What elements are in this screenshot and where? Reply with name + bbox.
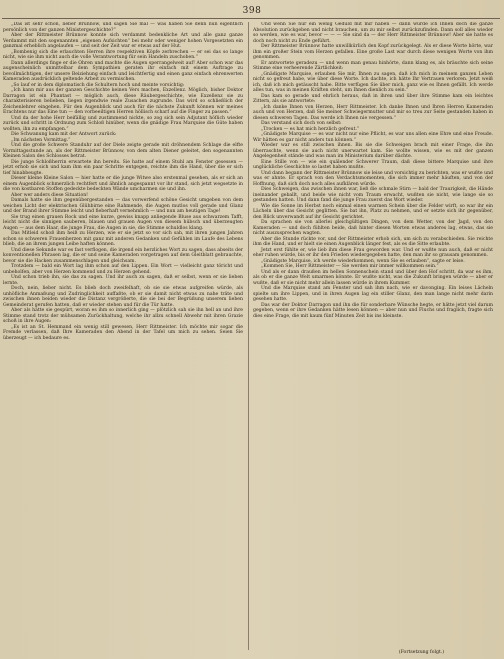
- paragraph: Und als er dann draußen im hellen Sonnenschein stand und über den Hof schritt, da war es ihm, als ob er die ganze Welt umarmen könnte. Er wußte nicht, was die Zukunft bringen würde — aber er wußte, daß er sie nicht mehr allein lassen würde in ihrem Kummer.: [253, 269, 493, 286]
- paragraph: Aber die Stunde rückte vor, und der Rittmeister erhob sich, um sich zu verabschieden. Sie reichte ihm die Hand, und er hielt sie einen Augenblick länger fest, als es die Sitte erlaubte.: [253, 236, 493, 247]
- paragraph: Aber als hätte sie gespürt, woran es ihm so innerlich ging — plötzlich sah sie ihn hell an und ihre Stimme stand trotz der mühsamen Zurückhaltung, welche ihr allzu schnell Abwehr mit ihren Grazie schoß in ihre Augen:: [3, 308, 243, 324]
- paragraph: Das verstand sich doch von selbst:: [261, 121, 342, 126]
- text-column-right: [253, 22, 493, 654]
- text-column-left: [3, 22, 243, 654]
- paragraph: „Das ist sehr schön, lieber Brünnow, und sagen Sie mal — was haben Sie denn nun eigentlich persönlich von der ganzen Ministergeschichte?“: [3, 22, 243, 33]
- paragraph: Da sprachen sie von allerlei gleichgültigen Dingen, von dem Wetter, von der Jagd, von den Kameraden — und doch fühlten beide, daß hinter diesen Worten etwas anderes lag, etwas, das sie nicht auszusprechen wagten.: [253, 220, 493, 236]
- paragraph: Dieser kleine Kleine Salon — hier hatte er die junge Witwe also erstenmal gesehen, als er sich an einem Augenblick schmerzlich rechtfert und ähnlich angespannt vor ihr stand, sich jetzt wegsetzte in die von kostbaren Stoffen gedeckte bedeckten Wände umcharmen sie und ihn.: [3, 176, 243, 192]
- paragraph: „Gnädigste Marquise — es war nicht nur eine Pflicht, es war uns allen eine Ehre und eine Freude. Wir hätten es gar nicht anders tun können.“: [253, 132, 493, 143]
- page-number: 398: [242, 6, 262, 16]
- paragraph: Damals hatte sie ihm gegenübergestanden — das vorwerfend schöne Gesicht umgeben von dem weichen Licht der elektrischen Glühbirne eine Rahmende, die Augen mutlos voll gerade und Glanz und der Brand ihrer Stimme leicht und fieberhaft vernehmlich — und nun am heutigen Tage!: [3, 198, 243, 214]
- paragraph: Und da der hohe Herr beifällig und zustimmend nickte, so zog sich sein Adjutant höflich wieder zurück und schritt in Ordnung zum Schloß hinüber, wenn die gnädige Frau Marquise die Güte haben wollten, ihn zu empfangen.“: [3, 115, 243, 132]
- paragraph: Eine Stille von — wie ein quälender Schwerer Traum, daß diese bittere Marquise und ihre unglückliche Geschichte so lastet haben mußte.: [253, 159, 493, 170]
- paragraph: „Gnädigste Marquise, erlauben Sie mir, Ihnen zu sagen, daß ich mich in meinem ganzen Leben nicht so gefreut habe, wie über diese Worte. Ich dachte, ich hätte Ihr Vertrauen verloren. Jetzt weiß ich, daß ich mich getäuscht habe. Bitte verfügen Sie über mich, ganz wie es Ihnen gefällt. Ich werde alles tun, was in meinen Kräften steht, um Ihnen dienlich zu sein.“: [253, 71, 493, 93]
- paragraph: Und wenn Sie nur ein wenig Geduld mit mir haben — dann würde ich Ihnen doch die ganze Absolution zurückgeben und nicht brauchen, um zu mir selbst zurückzufinden. Dann soll alles wieder so werden, wie es war, bevor — — — Sie sind da — der Herr Rittmeister Brünnow! Aber sie hatte es doch noch nicht zu Ende geführt.: [253, 22, 493, 44]
- paragraph: „Es ist an St. Hemmand ein wenig still gewesen, Herr Rittmeister. Ich möchte mir sogar die Fremde verlassen, daß Ihre Kameraden den Abend in der Tafel um mich zu sehen. Seien Sie überzeugt — ich bedaure es.: [3, 324, 243, 341]
- paragraph: „Gnädigste Marquise, ich werde wiederkommen, wenn Sie es erlauben“, sagte er leise.: [261, 258, 465, 264]
- paragraph: Wie die Sonne im Herbst noch einmal einen warmen Schein über die Felder wirft, so war ihr ein Lächeln über das Gesicht geglitten. Sie bat ihn, Platz zu nehmen, und er setzte sich ihr gegenüber, den Blick unverwandt auf ihr Gesicht gerichtet.: [253, 203, 493, 220]
- paragraph: „Bombenig sich die erlauchten Herren ihre respektiven Köpfe zerbrechen — er sei das so lange nicht, wie sie ihm nicht auch die volle Verantwortung für sein Handeln zuschoben.“: [3, 49, 243, 60]
- paragraph: Und schon trieb ihn, sie das zu sagen. Und ihr auch zu sagen, daß er selbst, wenn er sie lieben lernte.: [3, 275, 243, 286]
- paragraph: Und dann begann der Rittmeister Brünnow sie leise und vorsichtig zu berichten, was er wußte und was er ahnte. Er sprach von den Verdachtsmomenten, die sich immer mehr häuften, und von der Hoffnung, daß sich doch noch alles aufklären würde.: [253, 170, 493, 187]
- paragraph: Und diese Sekunde war es fast verflogen, die irgend ein herzliches Wort zu sagen, dass abseits der konventionellen Phrasen lag, die er und seine Kameraden vorgetragen auf dem Gleitblatt gebrauchte, bevor sie die Hacken zusammenschlagen und gleichsam.: [3, 247, 243, 264]
- paragraph: „Trocken — es hat mich herzlich gefreut.“: [261, 126, 360, 132]
- paragraph: Und die große Schwere Standuhr auf der Diele zeigte gerade mit dröhnendem Schlage die elfte Vormittagsstunde an, als der Rittmeister Brünnow, von dem alten Diener geleitet, den sogenannten Kleinen Salon des Schlosses betrat.: [3, 143, 243, 159]
- paragraph: Wieder war es still zwischen ihnen. Bis sie die Schweigen brach mit einer Frage, die ihn überraschte, wenn sie auch nicht unerwartet kam. Sie wollte wissen, wie es mit der ganzen Angelegenheit stände und was man im Ministerium darüber dächte.: [253, 143, 493, 159]
- paragraph: Er antwortete geradezu — und wenn man genau hinhörte, dann klang es, als bräuchte sich seine Stimme eine verheerende Zärtlichkeit:: [253, 60, 493, 71]
- paragraph: Der Rittmeister Brünnow hatte unwillkürlich den Kopf zurückgelegt. Als er diese Worte hörte, war ihm ein großer Stein vom Herzen gefallen. Eine große Last war durch diese wenigen Worte von ihm genommen.: [253, 44, 493, 60]
- paragraph: „Im nächsten Vormittag.“: [11, 137, 71, 143]
- paragraph: Die junge Schloßherrin erwartete ihn bereits. Sie hatte auf einem Stuhl am Fenster gesessen — jetzt erhob sie sich und kam ihm ein paar Schritte entgegen, reichte ihm die Hand, über die er sich tief hinabbeugte.: [3, 159, 243, 176]
- paragraph: Doch, nein, lieber nicht. Es blieb doch zweifelhaft, ob sie sie etwas aufgreifen würde, als unhöfliche Anmaßung und Zudringlichkeit auffaßte, ob er sie damit nicht etwas zu nahe träte und zwischen ihnen beiden wieder die Distanz vergrößerte, die sie bei der Begrüßung unserem lieben Gemeinderat gerufen hatten, daß er wieder stehen und für die Tür hatte.: [3, 286, 243, 308]
- paragraph: Sie trug einen grauen Rock und eine kurze, gewiss knapp anliegende Bluse aus schwarzem Tafft, leicht nicht die sinnigen sauberen, blauen und grauen Augen von diesem hübsch und überzeugten Augen — aus dem Haar, die junge Frau, die Augen in sie, die Stimme schuldlos klang.: [3, 214, 243, 231]
- paragraph: Das Mitleid schoß ihm heiß zu Herzen, wie er sie jetzt so vor sich sah, mit ihren jungen Jahren schon so schweren Frauenherzen mit ganz mit anderen Gedanken und Gefühlen im Laufe des Lebens blieb, die an ihrem jungen Leibe haften können.: [3, 231, 243, 247]
- paragraph: „So lauf er in dem diplomatisch die Schultern hoch und meinte vorsichtig:: [11, 82, 185, 88]
- column-divider: [248, 22, 249, 650]
- paragraph: Dies Schweigen, das zwischen ihnen war, ließ die schmale Stirn — bald der Traurigkeit, die Hände ineinander geballt, und beide wie nicht vom Traum erwacht, wußten sie nicht, wie lange sie so gestanden hatten. Und dann fand die junge Frau zuerst das Wort wieder.: [253, 187, 493, 203]
- header-rule: [2, 18, 500, 19]
- paragraph: Das war der Doktor Darragon und ihn die für sonderbare Wünsche hegte, er hätte jetzt viel darum gegeben, wenn er ihre Gedanken hätte lesen können — aber nun und Fluchs und fraglich, fragte sich dies eine Frage, die mit kaum fünf Minuten Zeit bis ins kleinste.: [253, 302, 493, 319]
- continuation-note: (Fortsetzung folgt.): [398, 649, 444, 655]
- paragraph: Aber wer anders diese Situation!: [11, 192, 89, 198]
- paragraph: „Ich kann mir aus der ganzen Geschichte keinen Vers machen, Exzellenz. Möglich, bisher Doktor Darragon ist ein Phantast — möglich auch, diese Räubergeschichte, wie Exzellenz sie zu charakterisieren belieben, liegen irgendwie reale Zusachen zugrunde. Das wird so schließlich der Zeichenlehrer eingehen. Für den Augenblick und auch für die nächste Zukunft können wir meines Erachtens nur das Eine tun — den vorbeeiltigen Herren höllisch scharf auf die Finger zu passen.“: [3, 88, 243, 115]
- paragraph: Das kam so gerade und ehrlich heraus, daß in ihren und über ihre Stimme kam ein leichtes Zittern, als sie antwortete:: [253, 93, 493, 104]
- paragraph: Aber der Rittmeister Brünnow konnte sich verdammt bedenkliche Art und alle ganz ganze Verdammt mit den sogenannten „eigenen Aufsichten“ bei mehr oder weniger hohen Vorgesetzten ein ganzmal erheblich angelaufen — und seit der Zeit war er etwas auf der Hut.: [3, 33, 243, 49]
- paragraph: Die Schwanung kam mit der Antwort zurück:: [11, 132, 117, 137]
- paragraph: Trotzdem — bald ein Wort lag ihm schon auf den Lippen. Ein Wort — vielleicht ganz töricht und unbeholfen, aber von Herzen kommend und zu Herzen gehend.: [3, 264, 243, 275]
- paragraph: Und die Marquise stand am Fenster und sah ihm nach, wie er davonging. Ein leises Lächeln spielte um ihre Lippen, und in ihren Augen lag ein stiller Glanz, den man lange nicht mehr darin gesehen hatte.: [253, 286, 493, 302]
- paragraph: „Ich danke Ihnen von Herzen, Herr Rittmeister. Ich danke Ihnen und Ihren Herren Kameraden auch und von Herzen, daß Sie meiner Schwiegermutter und mir so treu zur Seite gestanden haben in diesen schweren Tagen. Das werde ich Ihnen nie vergessen.“: [253, 104, 493, 121]
- paragraph: „Kommen Sie, Herr Rittmeister — Sie werden mir immer willkommen sein.“: [261, 264, 439, 269]
- paragraph: Dann allerdings finge er die Ohren und machte die Augen sperrangelweit auf! Aber schon war das augenscheinlich unmittelbar dem Sympathien geraten ihr einfach mit einem Auftrage zu bevollmächtigen, der unsere Beiziehung einfach und leichtfertig und einen ganz einfach ehrenwerten Kameraden ausdrücklich geltende Arbeit zu vermischen.: [3, 60, 243, 82]
- paragraph: Jetzt erst fühlte er, wie lieb ihm diese Frau geworden war. Und er wußte nun auch, daß er nicht eher ruhen würde, bis er ihr den Frieden wiedergegeben hatte, den man ihr so grausam genommen.: [253, 247, 493, 258]
